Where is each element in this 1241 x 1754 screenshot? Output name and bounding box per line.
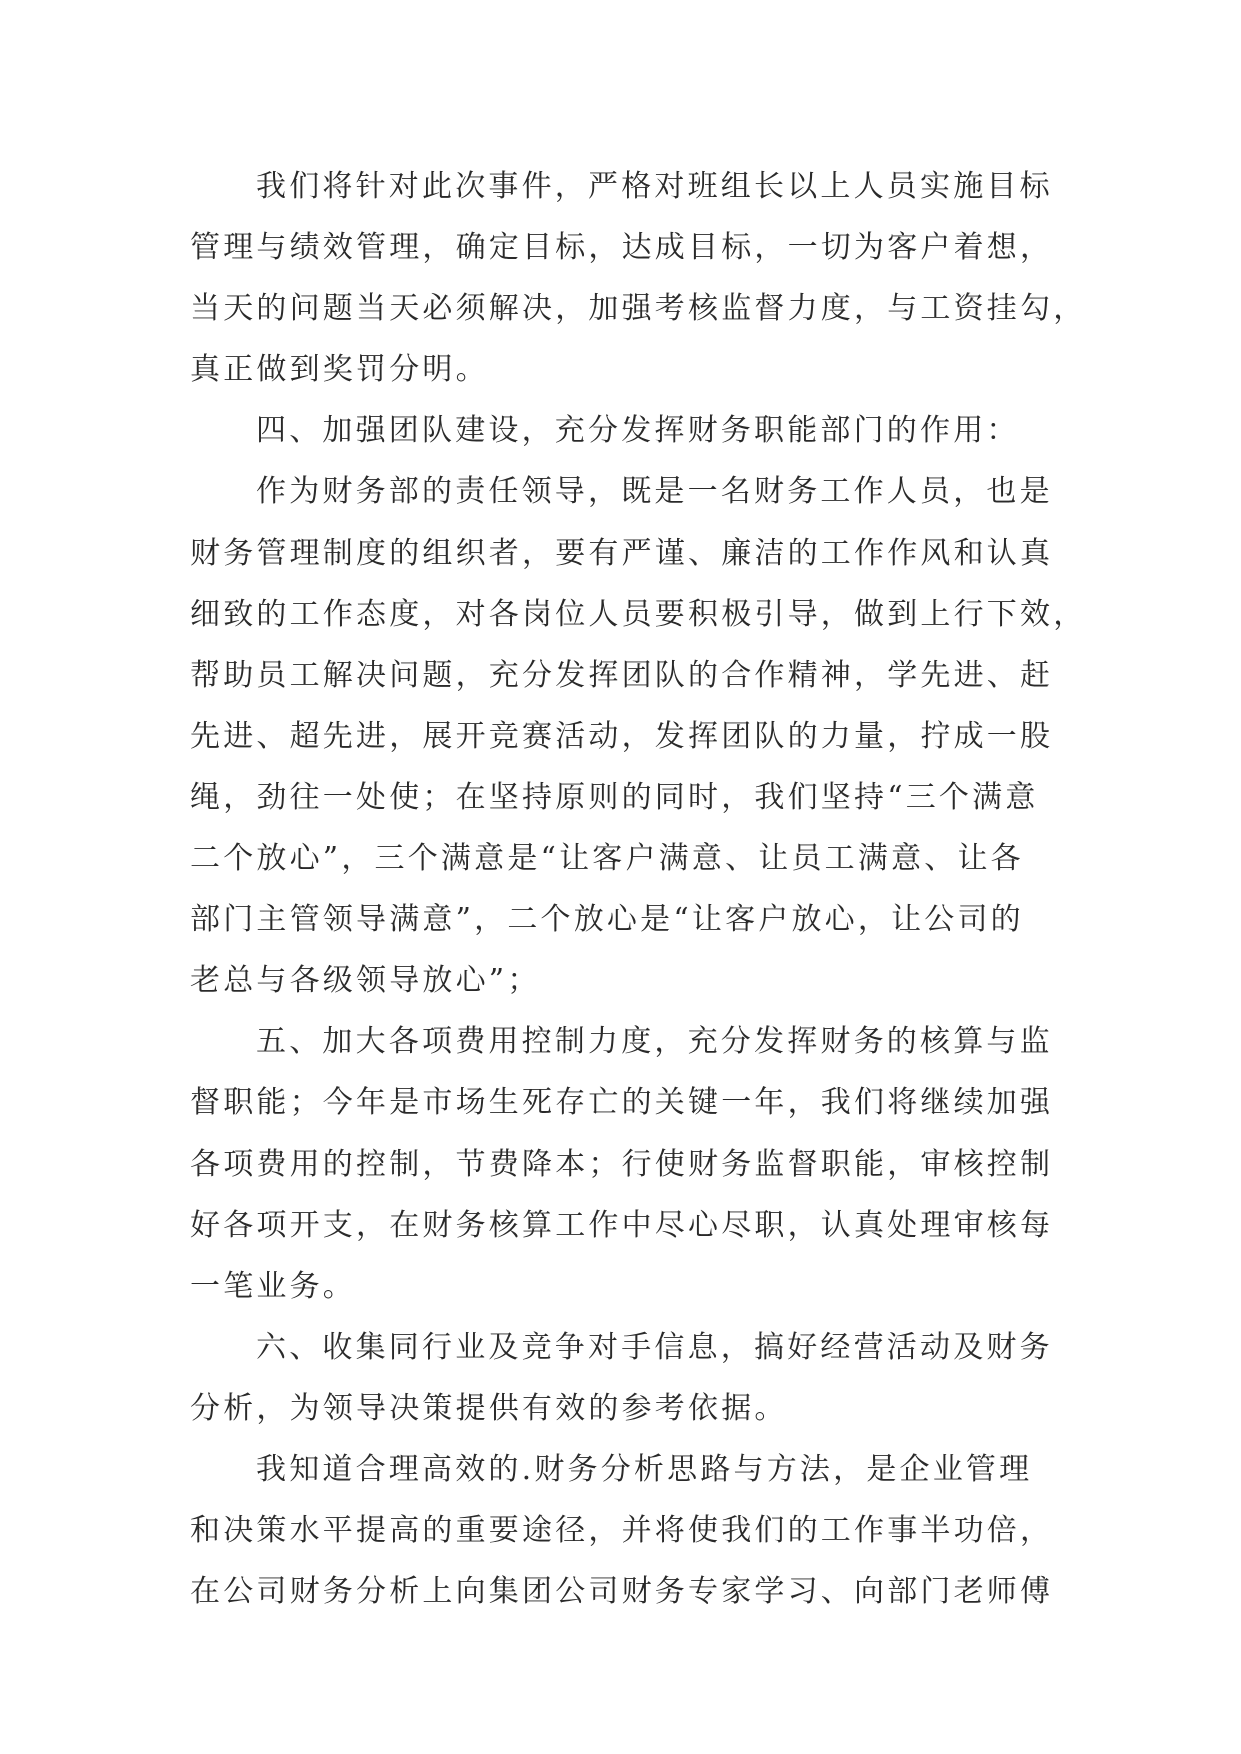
text-line: 分析，为领导决策提供有效的参考依据。 <box>190 1390 788 1426</box>
text-line: 二个放心”，三个满意是“让客户满意、让员工满意、让各 <box>190 841 1024 877</box>
text-line: 一笔业务。 <box>190 1268 356 1304</box>
text-line: 财务管理制度的组织者，要有严谨、廉洁的工作作风和认真 <box>190 535 1054 571</box>
text-line: 帮助员工解决问题，充分发挥团队的合作精神，学先进、赶 <box>190 657 1054 693</box>
section-heading-4: 四、加强团队建设，充分发挥财务职能部门的作用： <box>256 413 1020 449</box>
text-line: 老总与各级领导放心”； <box>190 963 541 999</box>
text-line: 我知道合理高效的.财务分析思路与方法，是企业管理 <box>256 1451 1033 1487</box>
text-line: 各项费用的控制，节费降本；行使财务监督职能，审核控制 <box>190 1146 1054 1182</box>
section-heading-6: 六、收集同行业及竞争对手信息，搞好经营活动及财务 <box>256 1329 1053 1365</box>
document-body <box>190 156 1087 1622</box>
section-heading-5: 五、加大各项费用控制力度，充分发挥财务的核算与监 <box>256 1024 1053 1060</box>
text-line: 在公司财务分析上向集团公司财务专家学习、向部门老师傅 <box>190 1574 1054 1610</box>
text-line: 作为财务部的责任领导，既是一名财务工作人员，也是 <box>256 474 1053 510</box>
text-line: 管理与绩效管理，确定目标，达成目标，一切为客户着想， <box>190 230 1054 266</box>
text-line: 当天的问题当天必须解决，加强考核监督力度，与工资挂勾， <box>190 291 1087 327</box>
text-line: 督职能；今年是市场生死存亡的关键一年，我们将继续加强 <box>190 1085 1054 1121</box>
text-line: 绳，劲往一处使；在坚持原则的同时，我们坚持“三个满意 <box>190 779 1039 815</box>
text-line: 好各项开支，在财务核算工作中尽心尽职，认真处理审核每 <box>190 1207 1054 1243</box>
text-line: 先进、超先进，展开竞赛活动，发挥团队的力量，拧成一股 <box>190 718 1054 754</box>
text-line: 部门主管领导满意”，二个放心是“让客户放心，让公司的 <box>190 902 1024 938</box>
text-line: 我们将针对此次事件，严格对班组长以上人员实施目标 <box>256 169 1053 204</box>
text-line: 细致的工作态度，对各岗位人员要积极引导，做到上行下效， <box>190 596 1087 632</box>
text-line: 真正做到奖罚分明。 <box>190 352 489 388</box>
text-line: 和决策水平提高的重要途径，并将使我们的工作事半功倍， <box>190 1513 1054 1549</box>
